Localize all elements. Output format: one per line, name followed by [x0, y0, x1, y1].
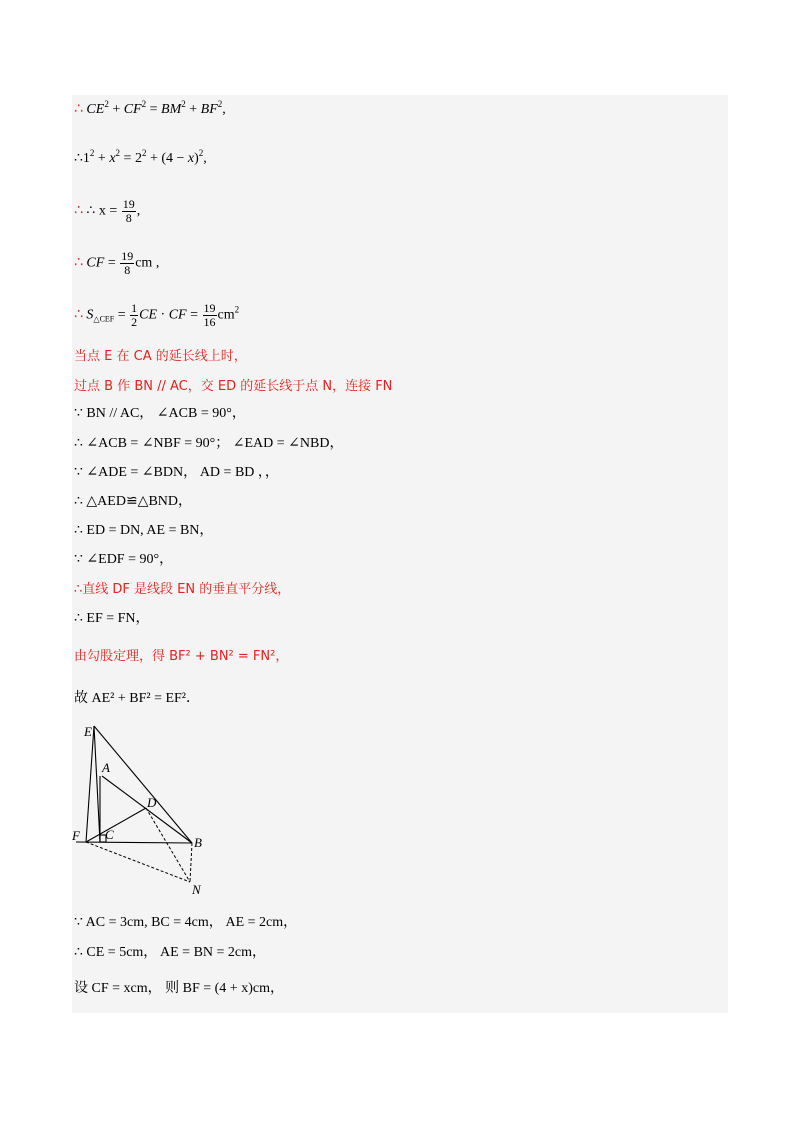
fraction-cf: $\frac{19}{8}$ [121, 249, 134, 277]
proof-line-20: 设 CF = xcm， 则 BF = (4 + x)cm， [74, 981, 284, 996]
segment-dn [146, 808, 190, 882]
label-a: A [102, 760, 110, 775]
proof-line-9: ∴ ∠ACB = ∠NBF = 90°； ∠EAD = ∠NBD， [74, 436, 344, 451]
segment-ec [94, 726, 100, 842]
proof-line-8: ∵ BN // AC， ∠ACB = 90°， [74, 406, 246, 421]
label-e: E [84, 724, 92, 739]
proof-line-11: ∴ △AED≌△BND， [74, 494, 193, 509]
proof-line-16: 由勾股定理，得 BF² + BN² = FN²， [74, 649, 289, 664]
segment-bn [190, 843, 192, 882]
proof-line-17: 故 AE² + BF² = EF²． [74, 691, 201, 706]
proof-line-13: ∵ ∠EDF = 90°， [74, 552, 174, 567]
proof-line-18: ∵ AC = 3cm, BC = 4cm， AE = 2cm， [74, 915, 298, 930]
equation-line-5: ∴ $S_{\triangle CEF}$ = $\frac{1}{2}$ CE · CF = $\frac{19}{16}$ $cm^2$ [74, 301, 240, 329]
label-n: N [192, 882, 201, 897]
segment-fn [86, 842, 190, 882]
proof-line-14: ∴直线 DF 是线段 EN 的垂直平分线， [74, 582, 291, 597]
segment-eb [94, 726, 192, 843]
equation-line-3: ∴ ∴ x = $\frac{19}{8}$ , [74, 197, 141, 225]
geometry-figure [72, 720, 232, 902]
label-f: F [72, 828, 80, 843]
construction-statement: 过点 B 作 BN // AC，交 ED 的延长线于点 N，连接 FN [74, 379, 393, 394]
equation-line-4: ∴ CF = $\frac{19}{8}$ cm , [74, 249, 160, 277]
case-statement: 当点 E 在 CA 的延长线上时， [74, 349, 247, 364]
fraction-x: $\frac{19}{8}$ [122, 197, 135, 225]
segment-ef [86, 726, 94, 842]
proof-line-10: ∵ ∠ADE = ∠BDN， AD = BD ，， [74, 465, 279, 480]
fraction-half: $\frac{1}{2}$ [131, 301, 138, 329]
l3-pre: ∴ x = [86, 203, 118, 219]
equation-line-2: $\therefore 1^2 + x^2 = 2^2 + (4 - x)^2$, [74, 148, 207, 166]
label-b: B [194, 835, 202, 850]
equation-line-1: ∴ $CE^2 + CF^2 = BM^2 + BF^2$, [74, 99, 226, 117]
proof-line-19: ∴ CE = 5cm， AE = BN = 2cm， [74, 945, 267, 960]
proof-line-15: ∴ EF = FN， [74, 611, 150, 626]
segment-fd [86, 808, 146, 842]
label-c: C [105, 827, 114, 842]
proof-line-12: ∴ ED = DN, AE = BN， [74, 523, 214, 538]
fraction-area: $\frac{19}{16}$ [203, 301, 216, 329]
segment-fb [76, 842, 192, 843]
label-d: D [147, 795, 157, 810]
